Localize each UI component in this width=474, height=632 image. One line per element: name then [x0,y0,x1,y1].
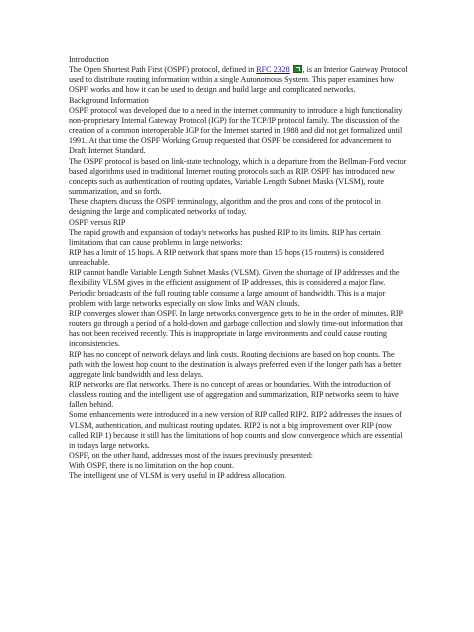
paragraph-background: OSPF protocol was developed due to a need in the internet community to introduce a high functionality non-proprietary Internal Gateway Protocol (IGP) for the TCP/IP protocol family. The discussion of the creation of a common interoperable IGP for the Internet started in 1988 and did not get formalized until 1991. At that time the OSPF Working Group requested that OSPF be considered for advancement to Draft Internet Standard. [69,105,403,156]
document-body [69,55,409,482]
paragraph-intelligent-vlsm: The intelligent use of VLSM is very useful in IP address allocation. [69,471,287,481]
paragraph-chapters: These chapters discuss the OSPF terminology, algorithm and the pros and cons of the protocol in designing the large and complicated networks of today. [69,197,381,217]
paragraph-rip2: Some enhancements were introduced in a new version of RIP called RIP2. RIP2 addresses the issues of VLSM, authentication, and multicast routing updates. RIP2 is not a big improvement over RIP (now called RIP 1) because it still has the limitations of hop counts and slow convergence which are essential in todays large networks. [69,410,403,450]
paragraph-broadcasts: Periodic broadcasts of the full routing table consume a large amount of bandwidth. This is a major problem with large networks especially on slow links and WAN clouds. [69,288,386,308]
paragraph-convergence: RIP converges slower than OSPF. In large networks convergence gets to be in the order of minutes. RIP routers go through a period of a hold-down and garbage collection and slowly time-out information that has not been received recently. This is inappropriate in large environments and could cause routing inconsistencies. [69,308,403,349]
paragraph-rapid-growth: The rapid growth and expansion of today's networks has pushed RIP to its limits. RIP has certain limitations that can cause problems in large networks: [69,227,381,247]
external-link-icon[interactable] [293,65,302,73]
rfc-2328-link[interactable]: RFC 2328 [256,65,290,75]
intro-text-start: The Open Shortest Path First (OSPF) protocol, defined in [69,65,257,75]
intro-text-end: , is an Interior Gateway Protocol used to distribute routing information within a single Autonomous System. This paper examines how OSPF works and how it can be used to design and build large and complicated networks. [69,65,408,95]
heading-ospf-versus-rip: OSPF versus RIP [69,217,126,227]
paragraph-delays: RIP has no concept of network delays and link costs. Routing decisions are based on hop counts. The path with the lowest hop count to the destination is always preferred even if the longer path has a better aggregate link bandwidth and less delays. [69,349,402,379]
paragraph-vlsm: RIP cannot handle Variable Length Subnet Masks (VLSM). Given the shortage of IP addresses and the flexibility VLSM gives in the efficient assignment of IP addresses, this is considered a major flaw. [69,268,400,288]
heading-background: Background Information [69,95,149,105]
paragraph-no-hop-limit: With OSPF, there is no limitation on the hop count. [69,461,235,471]
heading-introduction: Introduction [69,55,109,64]
paragraph-flat-networks: RIP networks are flat networks. There is no concept of areas or boundaries. With the introduction of classless routing and the intelligent use of aggregation and summarization, RIP networks seem to have fallen behind. [69,380,399,410]
paragraph-hop-limit: RIP has a limit of 15 hops. A RIP network that spans more than 15 hops (15 routers) is considered unreachable. [69,247,384,268]
paragraph-link-state: The OSPF protocol is based on link-state technology, which is a departure from the Bellman-Ford vector based algorithms used in traditional Internet routing protocols such as RIP. OSPF has introduced new concepts such as authentication of routing updates, Variable Length Subnet Masks (VLSM), route summarization, and so forth. [69,156,407,197]
paragraph-introduction [69,65,409,95]
paragraph-ospf-other-hand: OSPF, on the other hand, addresses most of the issues previously presented: [69,451,314,461]
